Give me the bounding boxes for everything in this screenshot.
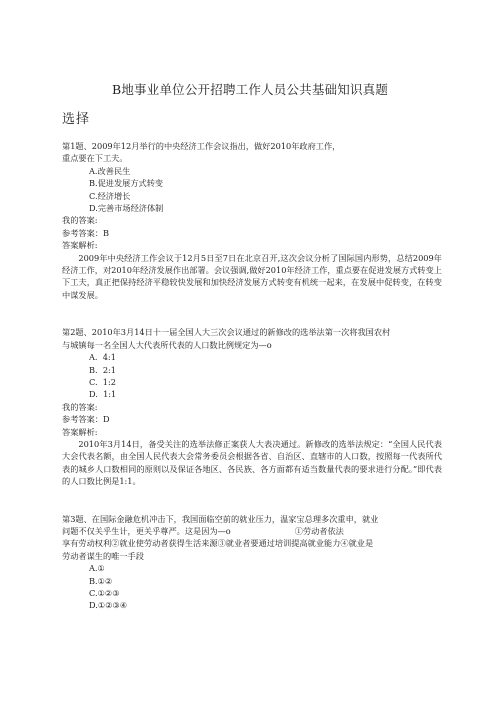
option-a: A.改善民生 [89, 165, 131, 176]
option-b: B.①② [89, 575, 113, 586]
question-stem: 享有劳动权利②就业使劳动者获得生活来源③就业者要通过培训提高就业能力④就业是 [62, 538, 374, 549]
question-stem-tail: ①劳动者依法 [294, 525, 344, 536]
option-a: A. 4:1 [89, 352, 116, 363]
option-d: D. 1:1 [89, 389, 117, 400]
option-c: C.①②③ [89, 588, 120, 598]
analysis-label: 答案解析: [62, 240, 98, 251]
page-title: B地事业单位公开招聘工作人员公共基础知识真题 [111, 82, 389, 97]
question-stem: 第3题、在国际金融危机冲击下，我国面临空前的就业压力，温家宝总理多次重申，就业 [62, 513, 379, 524]
option-c: C. 1:2 [89, 376, 116, 387]
question-1 [62, 140, 442, 301]
option-d: D.完善市场经济体制 [89, 203, 164, 214]
my-answer: 我的答案: [62, 401, 98, 412]
question-stem [62, 525, 442, 537]
analysis-label: 答案解析: [62, 426, 98, 437]
question-2 [62, 326, 442, 487]
option-d: D.①②③④ [89, 600, 128, 611]
my-answer: 我的答案: [62, 215, 98, 226]
reference-answer: 参考答案：B [62, 227, 109, 238]
option-c: C.经济增长 [89, 190, 131, 201]
option-a: A.① [89, 563, 105, 574]
question-stem: 劳动者谋生的唯一手段 [62, 550, 144, 561]
question-stem: 重点要在下工夫。 [62, 153, 128, 164]
reference-answer: 参考答案：D [62, 414, 110, 425]
question-stem: 第2题、2010年3月14日十一届全国人大三次会议通过的新修改的选举法第一次将我国农村 [62, 327, 391, 338]
question-stem: 第1题、2009年12月举行的中央经济工作会议指出，做好2010年政府工作， [62, 141, 341, 151]
question-stem: 与城镇每一名全国人大代表所代表的人口数比例规定为—o [62, 339, 272, 350]
section-heading: 选择 [62, 112, 91, 127]
analysis-text: 2009年中央经济工作会议于12月5日至7日在北京召开,这次会议分析了国际国内形势，总结2009年经济工作，对2010年经济发展作出部署。会议强调,做好2010年经济工作，重点要在促进发展方式转变上下工夫，真正把保持经济平稳较快发展和加快经济发展方式转变有机统一起来，在发展中促转变，在转变中谋发展。 [62, 252, 442, 300]
question-3 [62, 513, 442, 612]
analysis-text: 2010年3月14日，备受关注的选举法修正案获人大表决通过。新修改的选举法规定：“全国人民代表大会代表名额，由全国人民代表大会常务委员会根据各省、自治区、直辖市的人口数，按照每一代表所代表的城乡人口数相同的原则以及保证各地区、各民族、各方面都有适当数量代表的要求进行分配。”即代表的人口数比例是1:1。 [62, 438, 442, 487]
option-b: B.促进发展方式转变 [89, 178, 164, 189]
option-b: B. 2:1 [89, 364, 117, 375]
question-list [62, 140, 442, 612]
question-stem-part: 问题不仅关乎生计，更关乎尊严。这是因为—o [62, 525, 231, 536]
